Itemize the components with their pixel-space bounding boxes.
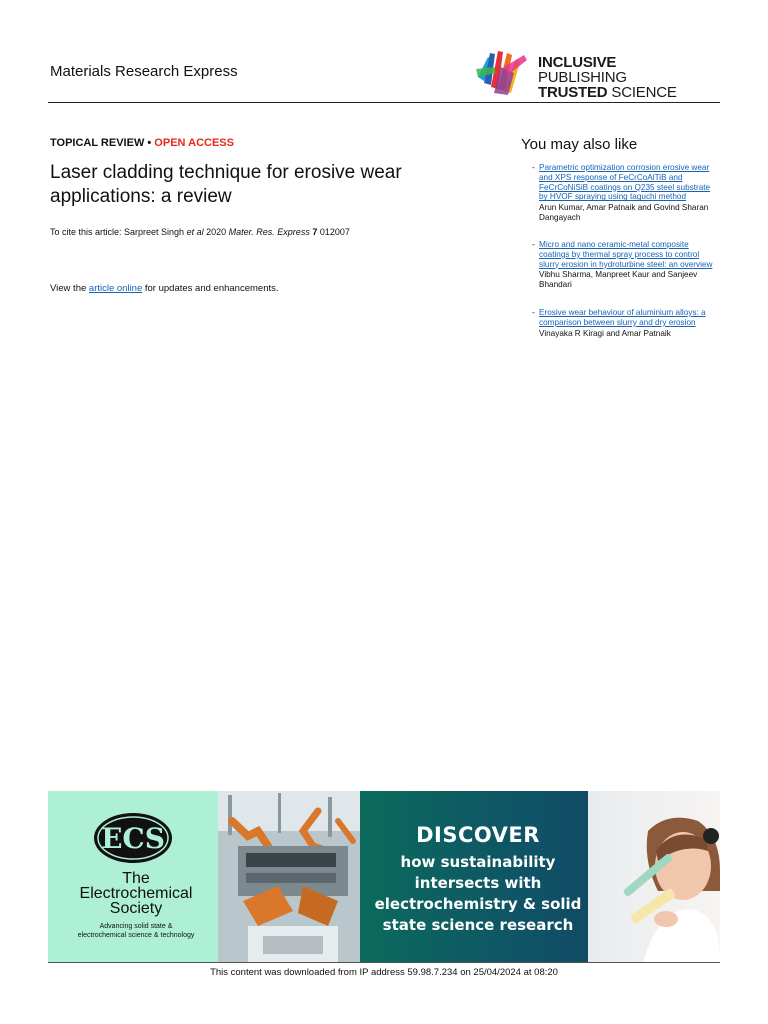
related-authors: Vinayaka R Kiragi and Amar Patnaik bbox=[539, 328, 671, 338]
article-type-line: TOPICAL REVIEW • OPEN ACCESS bbox=[50, 137, 234, 149]
download-info: This content was downloaded from IP address 59.98.7.234 on 25/04/2024 at 08:20 bbox=[210, 967, 558, 978]
related-heading: You may also like bbox=[521, 136, 638, 153]
related-authors: Vibhu Sharma, Manpreet Kaur and Sanjeev Bhandari bbox=[539, 270, 698, 290]
discover-heading: DISCOVER bbox=[416, 823, 540, 847]
view-online-line: View the article online for updates and enhancements. bbox=[50, 283, 279, 294]
related-item: - Erosive wear behaviour of aluminium alloys: a comparison between slurry and dry erosion Vinayaka R Kiragi and Amar Patnaik bbox=[539, 308, 719, 338]
related-link[interactable]: Micro and nano ceramic-metal composite coatings by thermal spray process to control slurry erosion in hydroturbine steel: an overview bbox=[539, 240, 713, 269]
journal-name: Materials Research Express bbox=[50, 63, 238, 80]
article-online-link[interactable]: article online bbox=[88, 283, 143, 294]
discover-text: DISCOVER how sustainability intersects with electrochemistry & solid state science research bbox=[360, 823, 596, 936]
related-item: - Parametric optimization corrosion erosive wear and XPS response of FeCrCoAlTiB and FeCrCoNiSiB coatings on Q235 steel substrate by HVOF spraying using taguchi method Arun Kumar, Amar Patnaik and Govind Sharan Dangayach bbox=[539, 163, 719, 223]
scientist-photo bbox=[588, 791, 720, 962]
related-link[interactable]: Erosive wear behaviour of aluminium alloys: a comparison between slurry and dry erosion bbox=[539, 308, 706, 327]
footer-divider bbox=[48, 962, 720, 963]
robot-arms-illustration bbox=[218, 791, 363, 962]
robot-lab-image bbox=[218, 791, 363, 962]
article-type: TOPICAL REVIEW bbox=[50, 137, 145, 149]
publisher-logo[interactable] bbox=[474, 47, 704, 101]
ecs-panel bbox=[48, 791, 218, 962]
hands-logo-icon bbox=[474, 47, 534, 97]
ecs-society-name: The Electrochemical Society bbox=[79, 870, 193, 917]
ecs-logo-icon bbox=[92, 811, 174, 865]
citation-line: To cite this article: Sarpreet Singh et al 2020 Mater. Res. Express 7 012007 bbox=[50, 227, 350, 237]
scientist-illustration bbox=[588, 791, 720, 962]
related-item: - Micro and nano ceramic-metal composite coatings by thermal spray process to control slurry erosion in hydroturbine steel: an overview Vibhu Sharma, Manpreet Kaur and Sanjeev Bhandari bbox=[539, 240, 719, 290]
article-title: Laser cladding technique for erosive wear applications: a review bbox=[50, 162, 402, 207]
header-divider bbox=[48, 102, 720, 103]
logo-text: INCLUSIVE PUBLISHING TRUSTED SCIENCE bbox=[538, 54, 677, 101]
ecs-tagline: Advancing solid state & electrochemical science & technology bbox=[77, 923, 195, 939]
related-authors: Arun Kumar, Amar Patnaik and Govind Sharan Dangayach bbox=[539, 203, 709, 222]
svg-text:ECS: ECS bbox=[101, 822, 165, 855]
ecs-advert-banner[interactable] bbox=[48, 791, 720, 962]
open-access-badge: OPEN ACCESS bbox=[154, 137, 234, 149]
related-link[interactable]: Parametric optimization corrosion erosive wear and XPS response of FeCrCoAlTiB and FeCrCoNiSiB coatings on Q235 steel substrate by HVOF spraying using taguchi method bbox=[539, 163, 711, 202]
